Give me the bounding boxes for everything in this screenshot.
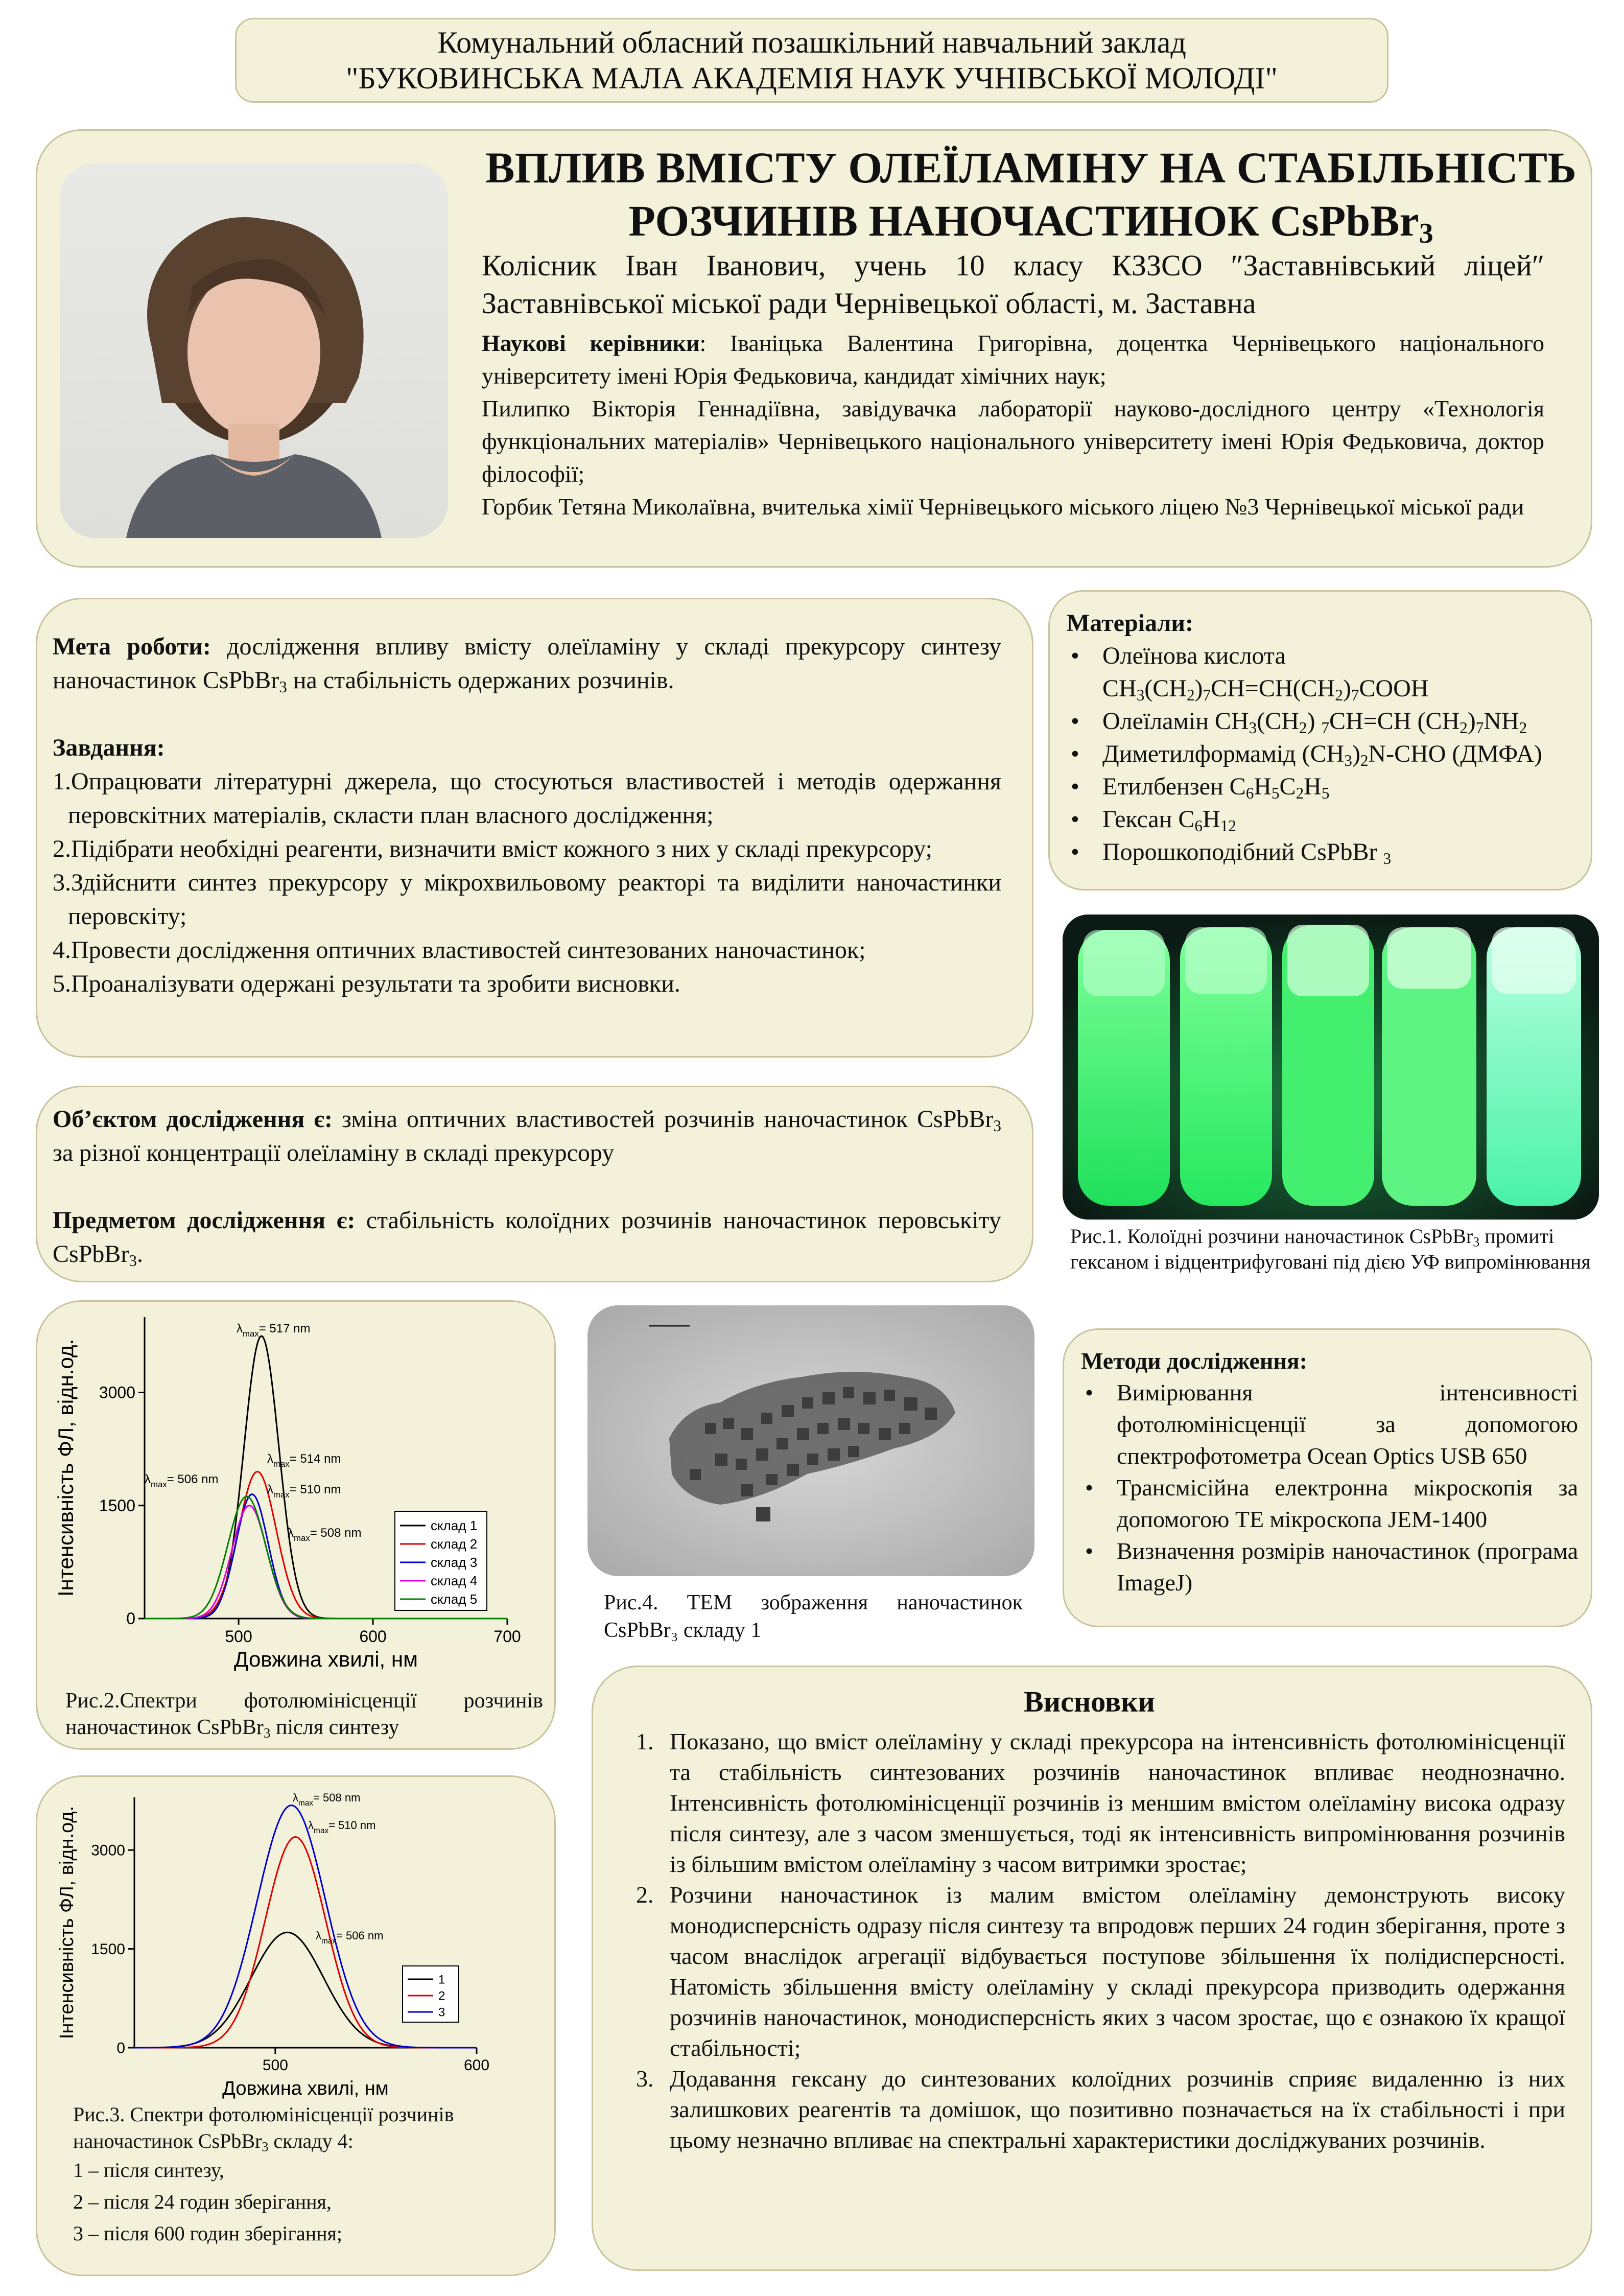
material-item: • Олеїламін $CH_3(CH_2)$ $_7$CH=CH $(CH_2)_7NH_2$ [1102,705,1581,738]
material-item: • Порошкоподібний CsPbBr $_3$ [1102,836,1581,869]
method-item: • Вимірювання інтенсивності фотолюмінісценції за допомогою спектрофотометра Ocean Optics USB 650 [1117,1377,1578,1472]
task-item: 5.Проаналізувати одержані результати та зробити висновки. [53,970,680,997]
conclusion-item: 2. Розчини наночастинок із малим вмістом олеїламіну демонструють високу монодисперсність одразу після синтезу та впродовж перших 24 годин зберігання, проте з часом внаслідок агрегації відбувається поступове збільшення їх полідисперсності. Натомість збільшення вмісту олеїламіну у складі прекурсора призводить одержання розчинів наночастинок, монодисперсність яких з часом зростає, що є ознакою їх кращої стабільності; [660,1880,1565,2064]
methods-label: Методи дослідження: [1081,1348,1308,1374]
supervisors-label: Наукові керівники [482,330,700,356]
goal: Мета роботи: дослідження впливу вмісту олеїламіну у складі прекурсору синтезу наночастинок CsPbBr$_3$ на стабільність одержаних розчинів. [53,633,1001,696]
title-line2: РОЗЧИНІВ НАНОЧАСТИНОК CsPbBr$_3$ [628,196,1433,249]
conclusion-item: 1. Показано, що вміст олеїламіну у складі прекурсора на інтенсивність фотолюмінісценції та стабільність синтезованих розчинів наночастинок впливає неоднозначно. Інтенсивність фотолюмінісценції розчинів із меншим вмістом олеїламіну висока одразу після синтезу, але з часом зменшується, тоді як інтенсивність випромінювання розчинів із більшим вмістом олеїламіну з часом витримки зростає; [660,1726,1565,1880]
y-tick-label: 3000 [91,1842,125,1859]
legend-label: склад 1 [431,1518,478,1534]
peak-annotation: $\lambda_{max}= 510$ nm [267,1483,341,1500]
research-subject: Предметом дослідження є: стабільність колоїдних розчинів наночастинок перовськіту CsPbBr$_3$. [53,1207,1002,1270]
legend-label: склад 5 [431,1591,478,1607]
fig1-vials-photo [1063,915,1599,1220]
fig3-caption: Рис.3. Спектри фотолюмінісценції розчинів наночастинок CsPbBr$_3$ складу 4: 1 – після синтезу, 2 – після 24 годин зберігання, 3 – після 600 годин зберігання; [73,2103,454,2245]
y-axis-label: Інтенсивність ФЛ, відн.од. [54,1339,78,1597]
peak-annotation: $\lambda_{max}= 506$ nm [316,1929,384,1946]
goal-tasks-panel [36,598,1033,1058]
y-tick-label: 1500 [91,1941,125,1958]
conclusion-item: 3. Додавання гексану до синтезованих колоїдних розчинів сприяє видаленню із них залишкових реагентів та домішок, що позитивно позначається на їх стабільності і при цьому незначно впливає на спектральні характеристики досліджуваних розчинів. [660,2064,1565,2156]
x-axis-label: Довжина хвилі, нм [222,2078,389,2099]
x-tick-label: 500 [225,1627,252,1646]
task-item: 1.Опрацювати літературні джерела, що стосуються властивостей і методів одержання перовскітних матеріалів, скласти план власного дослідження; [53,768,1001,829]
author-line: Колісник Іван Іванович, учень 10 класу КЗЗСО ″Заставнівський ліцей″ Заставнівської міської ради Чернівецької області, м. Заставна [482,249,1544,320]
object-subject-panel [36,1086,1033,1282]
title-panel [36,129,1592,568]
peak-annotation: $\lambda_{max}= 506$ nm [145,1472,219,1489]
fig3-chart [37,1777,553,2104]
y-tick-label: 1500 [99,1496,135,1515]
legend-label: склад 4 [431,1573,478,1589]
x-axis-label: Довжина хвилі, нм [234,1647,418,1671]
legend-box [403,1966,459,2022]
x-tick-label: 600 [463,2057,490,2074]
material-item: • Олеїнова кислота $CH_3(CH_2)_7CH=CH(CH_2)_7COOH$ [1102,640,1581,705]
task-item: 2.Підібрати необхідні реагенти, визначити вміст кожного з них у складі прекурсору; [53,835,932,862]
institution-banner [235,18,1388,103]
materials-label: Матеріали: [1067,610,1193,637]
methods-list [1081,1377,1578,1599]
material-item: • Гексан $C_6H_{12}$ [1102,803,1581,836]
tasks-label: Завдання: [53,734,165,761]
fig4-caption: Рис.4. ТЕМ зображення наночастинок CsPbBr₃ складу 1 [604,1591,1023,1642]
fig3-panel [36,1775,556,2276]
fig2-panel [36,1300,556,1750]
poster-title [482,141,1580,247]
material-item: • Етилбензен $C_6H_5C_2H_5$ [1102,770,1581,803]
y-tick-label: 0 [116,2040,125,2057]
fig4-tem-image [587,1305,1034,1576]
supervisors: Наукові керівники: Іваніцька Валентина Григорівна, доцентка Чернівецького національного університету імені Юрія Федьковича, кандидат хімічних наук; Пилипко Вікторія Геннадіївна, завідувачка лабораторії науково-дослідного центру «Технологія функціональних матеріалів» Чернівецького національного університету імені Юрія Федьковича, доктор філософії; Горбик Тетяна Миколаївна, вчителька хімії Чернівецького міського ліцею №3 Чернівецької міської ради [482,330,1544,520]
institution-line2: "БУКОВИНСЬКА МАЛА АКАДЕМІЯ НАУК УЧНІВСЬКОЇ МОЛОДІ" [345,61,1278,95]
fig2-caption: Рис.2.Спектри фотолюмінісценції розчинів наночастинок CsPbBr$_3$ після синтезу [65,1689,543,1741]
legend-label: склад 3 [431,1555,478,1571]
peak-annotation: $\lambda_{max}= 514$ nm [267,1452,341,1469]
research-object: Об’єктом дослідження є: зміна оптичних властивостей розчинів наночастинок CsPbBr$_3$ за різної концентрації олеїламіну в складі прекурсору [53,1106,1001,1166]
peak-annotation: $\lambda_{max}= 508$ nm [288,1526,362,1543]
method-item: • Трансмісійна електронна мікроскопія за допомогою ТЕ мікроскопа JEM-1400 [1117,1472,1578,1535]
legend-label: 2 [438,1989,445,2003]
x-tick-label: 500 [262,2057,288,2074]
title-line1: ВПЛИВ ВМІСТУ ОЛЕЇЛАМІНУ НА СТАБІЛЬНІСТЬ [485,143,1576,192]
legend-label: склад 2 [431,1536,478,1552]
method-item: • Визначення розмірів наночастинок (програма ImageJ) [1117,1535,1578,1599]
institution-line1: Комунальний обласний позашкільний навчальний заклад [437,26,1186,59]
task-item: 4.Провести дослідження оптичних властивостей синтезованих наночастинок; [53,936,866,964]
y-tick-label: 0 [126,1609,135,1628]
conclusions-list [614,1726,1565,2156]
conclusions-title: Висновки [1024,1685,1155,1718]
conclusions-panel [592,1666,1592,2271]
material-item: • Диметилформамід $(CH_3)_2N$-CHO (ДМФА) [1102,738,1581,770]
legend-label: 1 [438,1973,445,1987]
y-tick-label: 3000 [99,1383,135,1402]
fig1-caption: Рис.1. Колоїдні розчини наночастинок CsPbBr$_3$ промиті гексаном і відцентрифуговані під дією УФ випромінювання [1070,1225,1591,1273]
author-photo [60,163,448,538]
materials-panel [1048,590,1592,891]
x-tick-label: 700 [493,1627,521,1646]
legend-label: 3 [438,2005,445,2020]
materials-list [1067,640,1581,869]
task-item: 3.Здійснити синтез прекурсору у мікрохвильовому реакторі та виділити наночастинки перовскіту; [53,869,1001,930]
x-tick-label: 600 [359,1627,387,1646]
methods-panel [1063,1328,1592,1627]
fig2-chart [37,1302,553,1685]
peak-annotation: $\lambda_{max}= 517$ nm [237,1322,311,1339]
tasks-list [53,765,1001,1001]
peak-annotation: $\lambda_{max}= 510$ nm [308,1819,376,1835]
peak-annotation: $\lambda_{max}= 508$ nm [293,1791,361,1808]
y-axis-label: Інтенсивність ФЛ, відн.од. [56,1806,78,2040]
